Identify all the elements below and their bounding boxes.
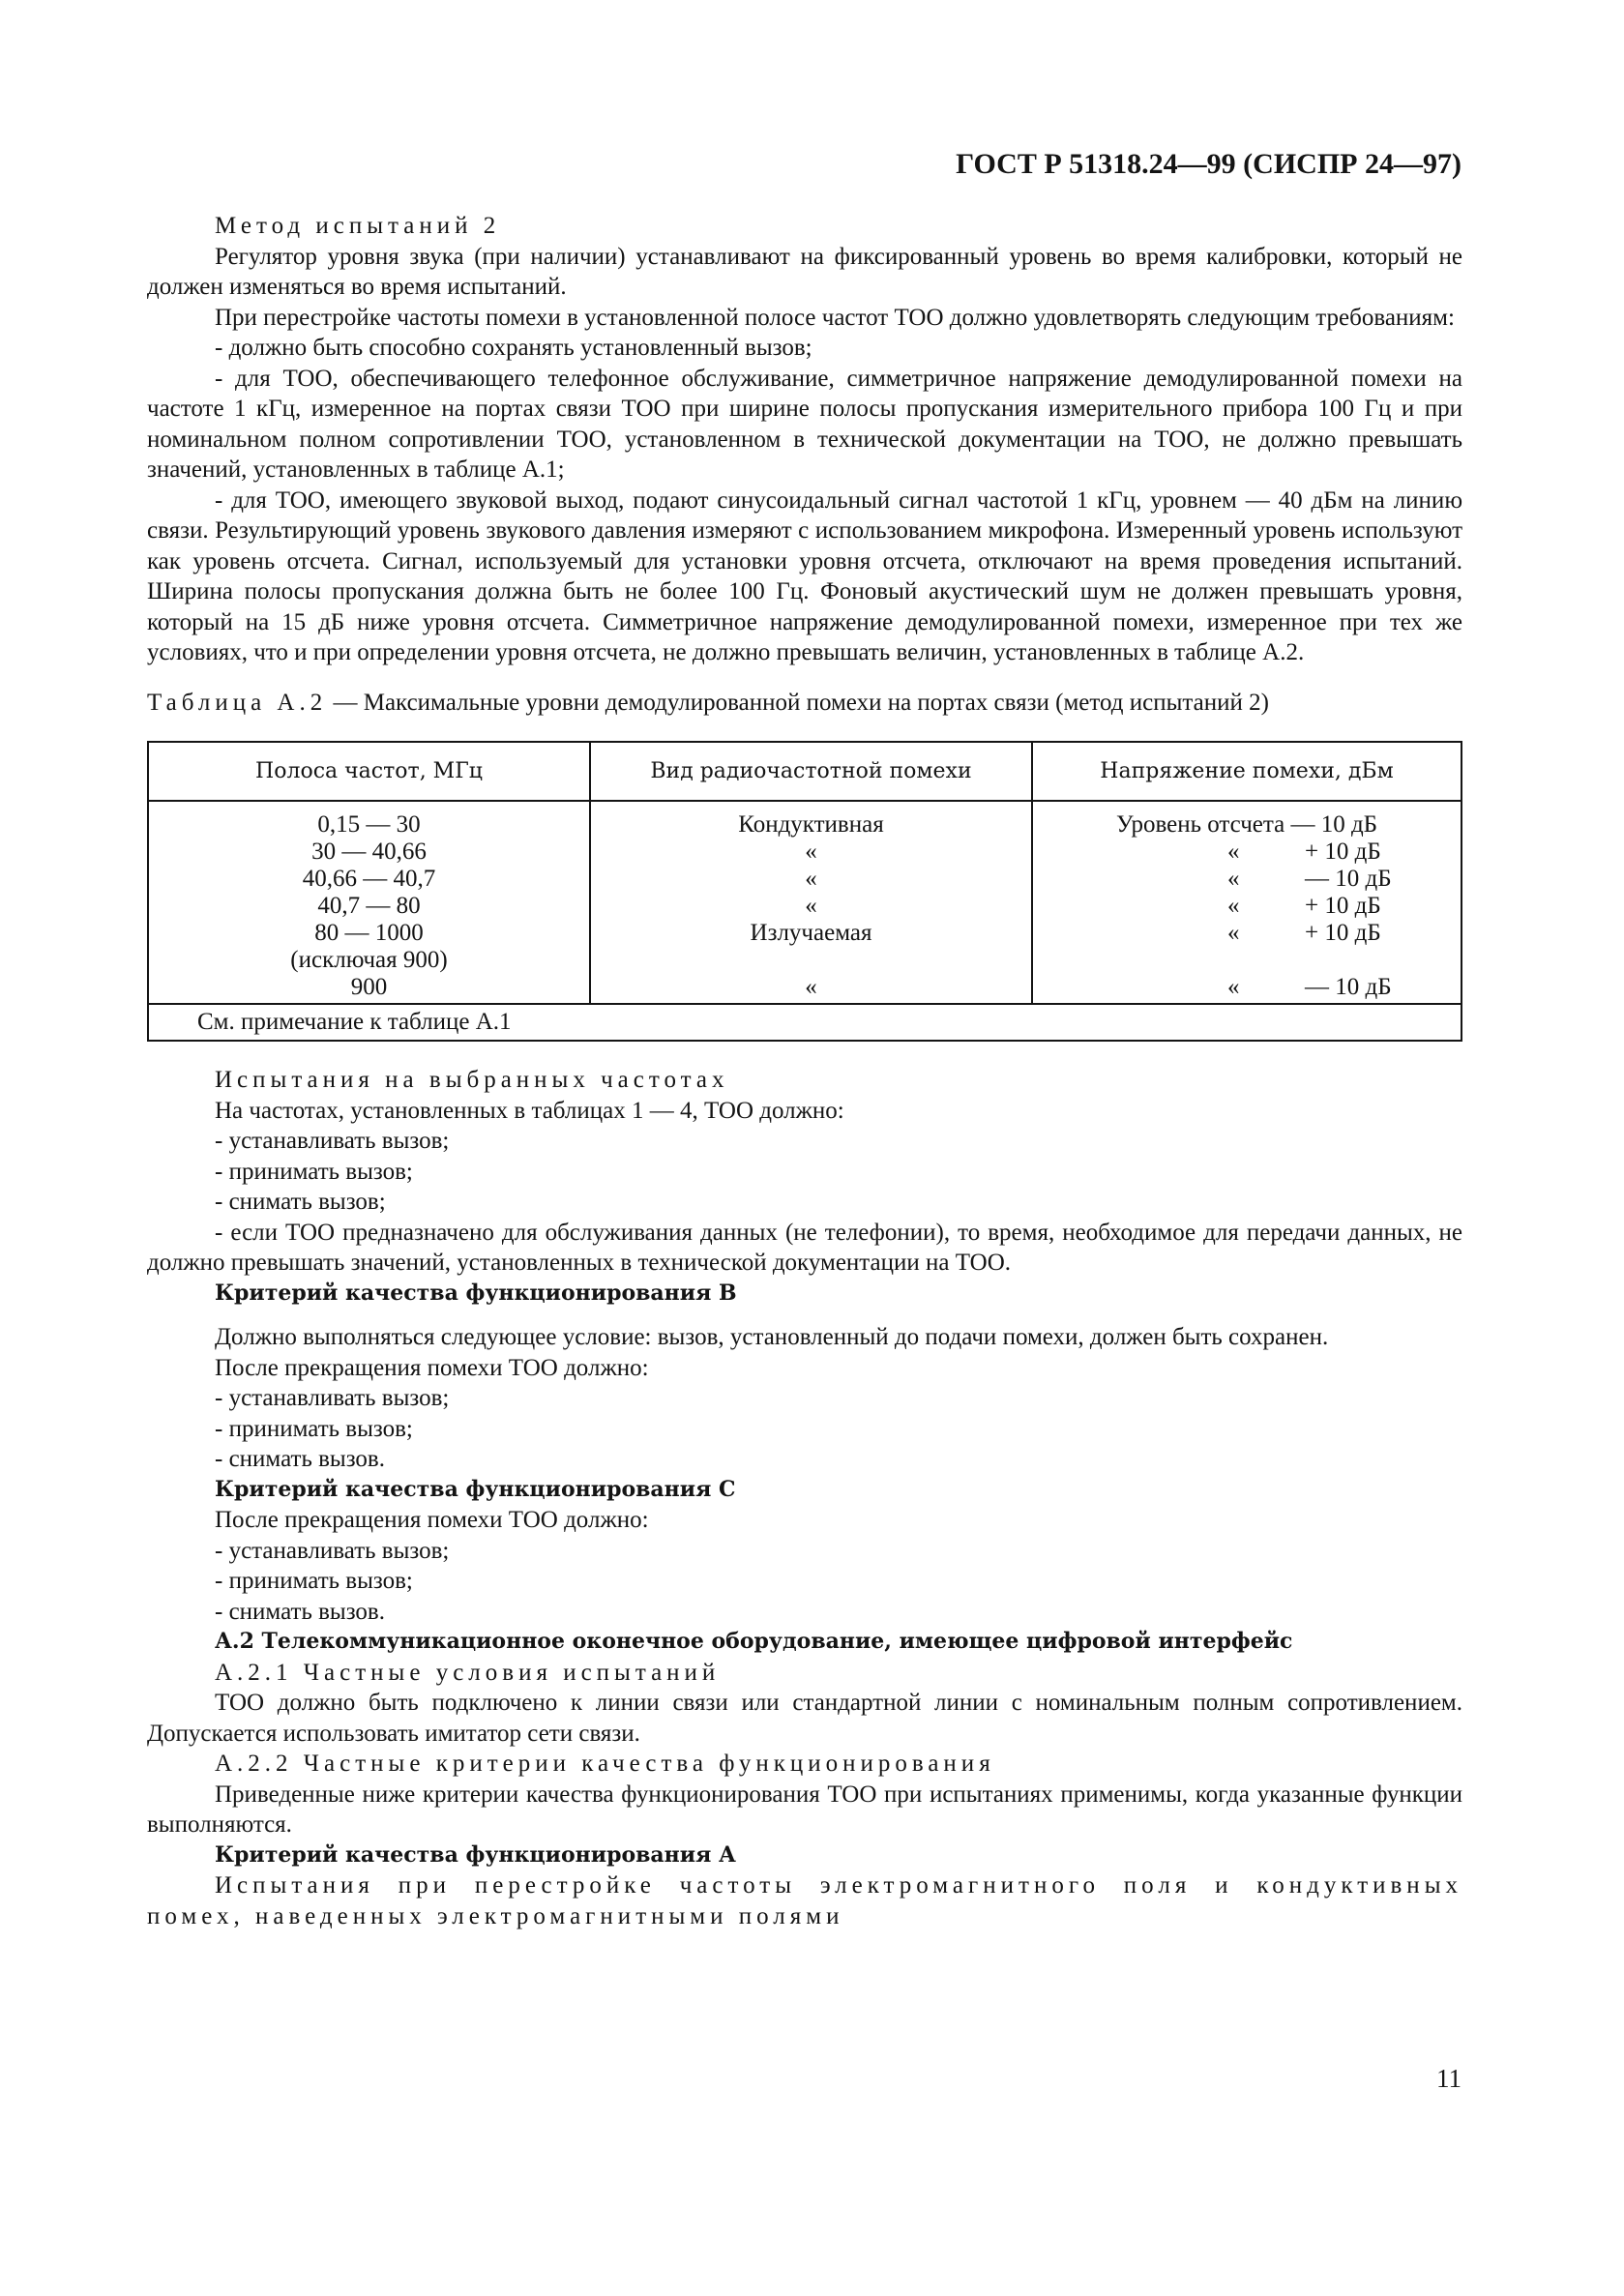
section-heading: Критерий качества функционирования В (215, 1280, 737, 1306)
paragraph: На частотах, установленных в таблицах 1 — 4, ТОО должно: (215, 1097, 844, 1124)
ditto-mark: « (1227, 866, 1240, 892)
section-method-2 (147, 211, 1462, 668)
paragraph: - должно быть способно сохранять установленный вызов; (215, 335, 812, 361)
paragraph: - принимать вызов; (215, 1415, 413, 1442)
voltage-value: + 10 дБ (1305, 893, 1381, 919)
table-cell-type (590, 801, 1032, 1004)
subsection-heading: Испытания при перестройке частоты электромагнитного поля и кондуктивных помех, наведенных электромагнитными полями (147, 1872, 1462, 1929)
paragraph: - принимать вызов; (215, 1568, 413, 1594)
table-cell-line: (исключая 900) (290, 947, 448, 973)
ditto-mark: « (1227, 974, 1240, 1000)
table-cell-line (1034, 866, 1460, 893)
table-cell-line: « (805, 974, 817, 1000)
interference-levels-table (147, 741, 1462, 1042)
table-cell-line: 40,7 — 80 (317, 893, 421, 919)
subsection-heading: А.2.2 Частные критерии качества функционирования (215, 1751, 995, 1777)
table-caption-label: Таблица А.2 (147, 689, 328, 716)
paragraph: ТОО должно быть подключено к линии связи или стандартной линии с номинальным полным сопротивлением. Допускается использовать имитатор сети связи. (147, 1690, 1462, 1747)
table-cell-line (592, 947, 1030, 974)
table-cell-line: « (805, 866, 817, 892)
paragraph: - принимать вызов; (215, 1158, 413, 1185)
paragraph: После прекращения помехи ТОО должно: (215, 1354, 649, 1381)
ditto-mark: « (1227, 839, 1240, 865)
table-cell-line (1034, 947, 1460, 974)
paragraph: Приведенные ниже критерии качества функционирования ТОО при испытаниях применимы, когда указанные функции выполняются. (147, 1781, 1462, 1838)
table-header-voltage: Напряжение помехи, дБм (1032, 742, 1462, 801)
page-number: 11 (1436, 2064, 1462, 2093)
table-cell-line: Излучаемая (750, 920, 872, 946)
ditto-mark: « (1227, 920, 1240, 946)
table-header-frequency: Полоса частот, МГц (148, 742, 590, 801)
paragraph: - если ТОО предназначено для обслуживания данных (не телефонии), то время, необходимое для передачи данных, не должно превышать значений, установленных в технической документации на ТОО. (147, 1219, 1462, 1276)
table-row (148, 801, 1462, 1004)
paragraph: - устанавливать вызов; (215, 1537, 450, 1564)
table-cell-line (1034, 974, 1460, 1001)
table-note: См. примечание к таблице А.1 (148, 1004, 1462, 1041)
table-cell-line (1034, 920, 1460, 947)
paragraph: - снимать вызов; (215, 1189, 386, 1215)
table-cell-line (1034, 839, 1460, 866)
table-cell-line: 0,15 — 30 (317, 811, 421, 838)
table-cell-voltage (1032, 801, 1462, 1004)
section-heading: Критерий качества функционирования С (215, 1476, 736, 1502)
voltage-value: — 10 дБ (1305, 866, 1392, 892)
spacer (147, 1309, 1462, 1322)
table-cell-line: « (805, 893, 817, 919)
paragraph: - снимать вызов. (215, 1598, 385, 1625)
table-cell-line (1034, 893, 1460, 920)
section-heading: Критерий качества функционирования А (215, 1841, 736, 1868)
paragraph: Должно выполняться следующее условие: вызов, установленный до подачи помехи, должен быть сохранен. (215, 1324, 1329, 1350)
ditto-mark: « (1227, 893, 1240, 919)
voltage-value: + 10 дБ (1305, 920, 1381, 946)
table-cell-line: 80 — 1000 (314, 920, 424, 946)
paragraph: - для ТОО, обеспечивающего телефонное обслуживание, симметричное напряжение демодулированной помехи на частоте 1 кГц, измеренное на портах связи ТОО при ширине полосы пропускания измерительного прибора 100 Гц и при номинальном полном сопротивлении ТОО, установленном в технической документации на ТОО, не должно превышать значений, установленных в таблице А.1; (147, 365, 1462, 483)
document-body (147, 211, 1462, 1931)
table-cell-line: 30 — 40,66 (311, 839, 427, 865)
subsection-heading: Испытания на выбранных частотах (215, 1067, 729, 1093)
section-selected-frequencies (147, 1065, 1462, 1931)
table-cell-line: 40,66 — 40,7 (302, 866, 436, 892)
paragraph: После прекращения помехи ТОО должно: (215, 1507, 649, 1533)
table-header-row (148, 742, 1462, 801)
table-cell-line: 900 (350, 974, 388, 1000)
voltage-value: — 10 дБ (1305, 974, 1392, 1000)
table-note-row (148, 1004, 1462, 1041)
document-header: ГОСТ Р 51318.24—99 (СИСПР 24—97) (956, 148, 1462, 180)
paragraph: Регулятор уровня звука (при наличии) устанавливают на фиксированный уровень во время калибровки, который не должен изменяться во время испытаний. (147, 243, 1462, 300)
table-caption (147, 688, 1462, 719)
table-cell-line: Уровень отсчета — 10 дБ (1115, 811, 1378, 838)
voltage-value: + 10 дБ (1305, 839, 1381, 865)
paragraph: При перестройке частоты помехи в установленной полосе частот ТОО должно удовлетворять следующим требованиям: (215, 304, 1455, 331)
paragraph: - для ТОО, имеющего звуковой выход, подают синусоидальный сигнал частотой 1 кГц, уровнем — 40 дБм на линию связи. Результирующий уровень звукового давления измеряют с использованием микрофона. Измеренный уровень используют как уровень отсчета. Сигнал, используемый для установки уровня отсчета, отключают на время проведения испытаний. Ширина полосы пропускания должна быть не более 100 Гц. Фоновый акустический шум не должен превышать уровня, который на 15 дБ ниже уровня отсчета. Симметричное напряжение демодулированной помехи, измеренное при тех же условиях, что и при определении уровня отсчета, не должно превышать величин, установленных в таблице А.2. (147, 486, 1462, 665)
table-header-interference-type: Вид радиочастотной помехи (590, 742, 1032, 801)
table-caption-text: — Максимальные уровни демодулированной помехи на портах связи (метод испытаний 2) (327, 689, 1269, 716)
table-cell-frequency (148, 801, 590, 1004)
paragraph: - устанавливать вызов; (215, 1385, 450, 1411)
paragraph: - снимать вызов. (215, 1446, 385, 1472)
paragraph: - устанавливать вызов; (215, 1128, 450, 1154)
subsection-heading: А.2.1 Частные условия испытаний (215, 1659, 721, 1686)
subsection-heading: Метод испытаний 2 (215, 213, 501, 239)
table-cell-line: Кондуктивная (738, 811, 884, 838)
section-heading: А.2 Телекоммуникационное оконечное оборудование, имеющее цифровой интерфейс (215, 1629, 1293, 1654)
table-cell-line: « (805, 839, 817, 865)
